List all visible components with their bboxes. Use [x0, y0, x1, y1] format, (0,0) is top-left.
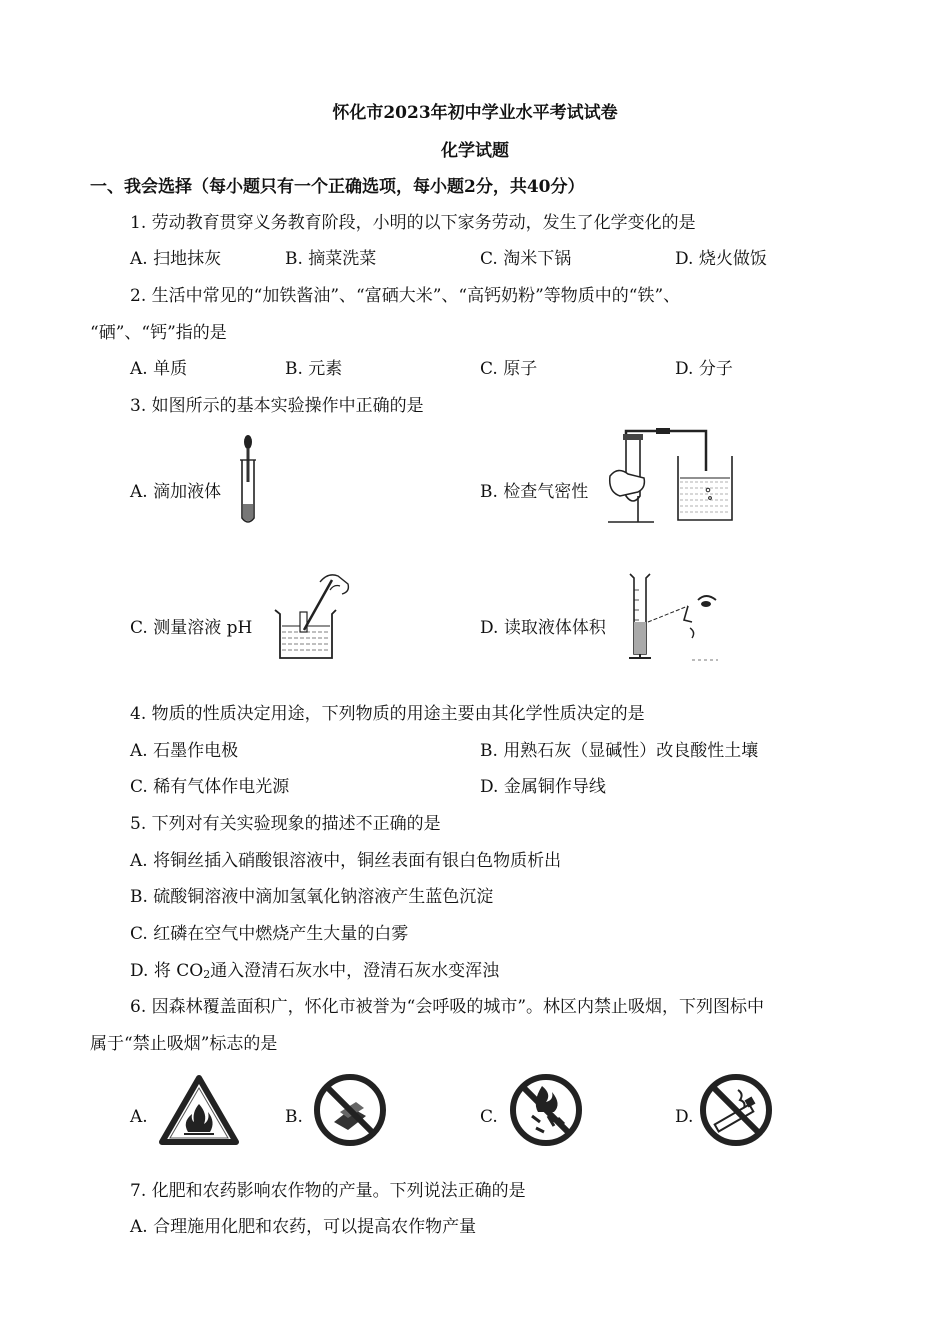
q5-option-d: [130, 960, 499, 986]
question-2-stem-line2: “硒”、“钙”指的是: [90, 323, 227, 343]
q1-option-b: B. 摘菜洗菜: [285, 249, 377, 269]
q7-option-a: A. 合理施用化肥和农药，可以提高农作物产量: [130, 1217, 477, 1237]
q1-option-a: A. 扫地抹灰: [130, 249, 222, 269]
q4-option-c: C. 稀有气体作电光源: [130, 777, 290, 797]
q4-option-d: D. 金属铜作导线: [480, 777, 606, 797]
q5-option-b: B. 硫酸铜溶液中滴加氢氧化钠溶液产生蓝色沉淀: [130, 887, 494, 907]
question-4-stem: 4. 物质的性质决定用途，下列物质的用途主要由其化学性质决定的是: [130, 704, 645, 724]
question-2-stem-line1: 2. 生活中常见的“加铁酱油”、“富硒大米”、“高钙奶粉”等物质中的“铁”、: [130, 286, 681, 306]
q2-option-b: B. 元素: [285, 359, 343, 379]
no-smoking-icon: [698, 1072, 774, 1148]
question-7-stem: 7. 化肥和农药影响农作物的产量。下列说法正确的是: [130, 1181, 526, 1201]
question-6-stem-line1: 6. 因森林覆盖面积广，怀化市被誉为“会呼吸的城市”。林区内禁止吸烟，下列图标中: [130, 997, 765, 1017]
q2-option-c: C. 原子: [480, 359, 538, 379]
question-1-stem: 1. 劳动教育贯穿义务教育阶段，小明的以下家务劳动，发生了化学变化的是: [130, 213, 696, 233]
airtightness-check-figure: [598, 426, 738, 526]
q6-option-d: D.: [675, 1107, 694, 1127]
q3-option-b: B. 检查气密性: [480, 482, 589, 502]
no-burning-icon: [508, 1072, 584, 1148]
dropper-in-test-tube-figure: [236, 432, 266, 527]
q2-option-a: A. 单质: [130, 359, 188, 379]
read-cylinder-figure: [626, 570, 726, 665]
q4-option-a: A. 石墨作电极: [130, 741, 239, 761]
section-heading: 一、我会选择（每小题只有一个正确选项，每小题2分，共40分）: [90, 177, 585, 197]
q5-option-d-part2: 通入澄清石灰水中，澄清石灰水变浑浊: [210, 961, 500, 981]
flammable-warning-icon: [158, 1074, 240, 1146]
q3-option-a: A. 滴加液体: [130, 482, 222, 502]
ph-test-figure: [270, 570, 355, 662]
q5-option-c: C. 红磷在空气中燃烧产生大量的白雾: [130, 924, 409, 944]
q5-option-d-subscript: 2: [203, 968, 211, 981]
q4-option-b: B. 用熟石灰（显碱性）改良酸性土壤: [480, 741, 759, 761]
exam-subtitle: 化学试题: [441, 141, 509, 161]
question-6-stem-line2: 属于“禁止吸烟”标志的是: [90, 1034, 278, 1054]
q3-option-d: D. 读取液体体积: [480, 618, 606, 638]
no-fire-icon: [312, 1072, 388, 1148]
q2-option-d: D. 分子: [675, 359, 733, 379]
q6-option-a: A.: [130, 1107, 148, 1127]
q3-option-c: C. 测量溶液 pH: [130, 618, 253, 638]
q1-option-d: D. 烧火做饭: [675, 249, 767, 269]
exam-title: 怀化市2023年初中学业水平考试试卷: [332, 103, 618, 123]
q5-option-a: A. 将铜丝插入硝酸银溶液中，铜丝表面有银白色物质析出: [130, 851, 562, 871]
q6-option-c: C.: [480, 1107, 498, 1127]
question-5-stem: 5. 下列对有关实验现象的描述不正确的是: [130, 814, 441, 834]
q1-option-c: C. 淘米下锅: [480, 249, 572, 269]
question-3-stem: 3. 如图所示的基本实验操作中正确的是: [130, 396, 424, 416]
q6-option-b: B.: [285, 1107, 303, 1127]
q5-option-d-part1: D. 将 CO: [130, 961, 204, 981]
